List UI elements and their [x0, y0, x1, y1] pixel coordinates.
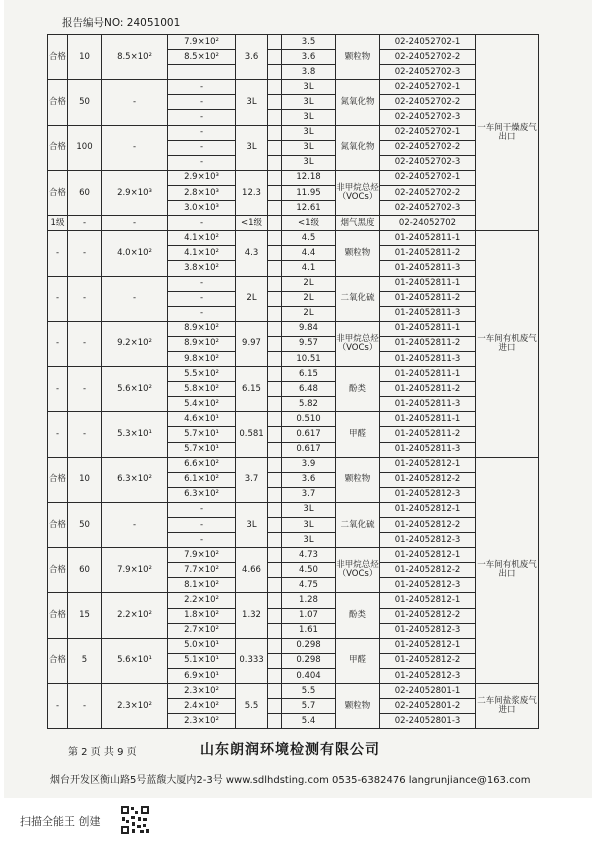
cell-gap — [268, 125, 282, 140]
cell-limit: 5 — [68, 638, 102, 683]
cell-gap — [268, 502, 282, 517]
cell-gap — [268, 276, 282, 291]
cell-rate: - — [168, 306, 236, 321]
cell-rate-avg: 7.9×10² — [102, 548, 168, 593]
cell-rate-avg: 8.5×10² — [102, 35, 168, 80]
cell-conc-avg: 3L — [236, 502, 268, 547]
cell-gap — [268, 336, 282, 351]
cell-gap — [268, 80, 282, 95]
cell-item: 氮氧化物 — [336, 125, 380, 170]
cell-gap — [268, 351, 282, 366]
cell-rate: - — [168, 110, 236, 125]
table-row — [48, 548, 539, 563]
table-row — [48, 684, 539, 699]
cell-judgement: - — [48, 412, 68, 457]
cell-rate-avg: - — [102, 276, 168, 321]
cell-sample-id: 02-24052702-3 — [380, 155, 476, 170]
cell-gap — [268, 623, 282, 638]
table-row — [48, 412, 539, 427]
cell-judgement: - — [48, 321, 68, 366]
table-row — [48, 638, 539, 653]
cell-gap — [268, 170, 282, 185]
cell-item: 非甲烷总烃（VOCs） — [336, 170, 380, 215]
cell-item: 非甲烷总烃（VOCs） — [336, 321, 380, 366]
cell-rate: 6.1×10² — [168, 472, 236, 487]
company-name: 山东朗润环境检测有限公司 — [200, 742, 380, 758]
cell-conc-avg: 4.66 — [236, 548, 268, 593]
cell-rate-avg: 2.9×10³ — [102, 170, 168, 215]
cell-sample-id: 01-24052812-3 — [380, 487, 476, 502]
cell-sample-id: 01-24052811-2 — [380, 246, 476, 261]
cell-limit: - — [68, 321, 102, 366]
cell-rate-avg: - — [102, 80, 168, 125]
cell-rate: - — [168, 276, 236, 291]
cell-rate: - — [168, 291, 236, 306]
cell-sample-id: 01-24052812-3 — [380, 578, 476, 593]
cell-conc: 3L — [282, 518, 336, 533]
cell-gap — [268, 653, 282, 668]
cell-limit: - — [68, 367, 102, 412]
cell-conc-avg: 12.3 — [236, 170, 268, 215]
cell-gap — [268, 291, 282, 306]
table-row — [48, 276, 539, 291]
table-row — [48, 35, 539, 50]
table-row — [48, 80, 539, 95]
cell-location: 二车间盐浆废气进口 — [476, 684, 539, 729]
table-row — [48, 321, 539, 336]
cell-rate-avg: 5.6×10¹ — [102, 638, 168, 683]
cell-gap — [268, 367, 282, 382]
cell-conc-avg: 3L — [236, 80, 268, 125]
table-row — [48, 502, 539, 517]
cell-item: 酚类 — [336, 593, 380, 638]
table-row — [48, 216, 539, 231]
cell-sample-id: 01-24052812-2 — [380, 608, 476, 623]
cell-sample-id: 02-24052702 — [380, 216, 476, 231]
cell-conc-avg: 3.7 — [236, 457, 268, 502]
cell-rate: 2.3×10² — [168, 714, 236, 729]
cell-conc: 2L — [282, 306, 336, 321]
cell-conc-avg: 0.581 — [236, 412, 268, 457]
cell-sample-id: 01-24052811-1 — [380, 276, 476, 291]
cell-rate: 4.6×10¹ — [168, 412, 236, 427]
cell-rate: 9.8×10² — [168, 351, 236, 366]
cell-rate: 2.7×10² — [168, 623, 236, 638]
cell-rate-avg: - — [102, 125, 168, 170]
table-row — [48, 170, 539, 185]
cell-rate: 6.3×10² — [168, 487, 236, 502]
table-row — [48, 231, 539, 246]
cell-sample-id: 01-24052811-1 — [380, 321, 476, 336]
cell-rate: - — [168, 125, 236, 140]
cell-gap — [268, 684, 282, 699]
company-contact: 烟台开发区衡山路5号蓝馥大厦内2-3号 www.sdlhdsting.com 0535-6382476 langrunjiance@163.com — [50, 775, 531, 786]
cell-rate: - — [168, 502, 236, 517]
cell-judgement: 合格 — [48, 125, 68, 170]
page-number: 第 2 页 共 9 页 — [68, 747, 137, 758]
cell-rate-avg: 4.0×10² — [102, 231, 168, 276]
cell-gap — [268, 457, 282, 472]
cell-limit: 10 — [68, 457, 102, 502]
cell-gap — [268, 563, 282, 578]
cell-conc: 3L — [282, 80, 336, 95]
cell-limit: - — [68, 216, 102, 231]
cell-rate: 5.4×10² — [168, 397, 236, 412]
cell-conc: 3.7 — [282, 487, 336, 502]
cell-sample-id: 01-24052811-1 — [380, 367, 476, 382]
cell-conc: 6.48 — [282, 382, 336, 397]
cell-gap — [268, 472, 282, 487]
cell-conc: 3.5 — [282, 35, 336, 50]
cell-gap — [268, 155, 282, 170]
cell-limit: - — [68, 684, 102, 729]
cell-rate-avg: 2.3×10² — [102, 684, 168, 729]
cell-conc: 6.15 — [282, 367, 336, 382]
cell-rate-avg: - — [102, 216, 168, 231]
cell-rate-avg: 5.6×10² — [102, 367, 168, 412]
cell-judgement: 合格 — [48, 548, 68, 593]
cell-gap — [268, 321, 282, 336]
cell-sample-id: 02-24052702-2 — [380, 50, 476, 65]
cell-conc: 0.298 — [282, 653, 336, 668]
cell-conc-avg: 9.97 — [236, 321, 268, 366]
qr-code-icon — [120, 805, 150, 835]
cell-sample-id: 01-24052811-3 — [380, 261, 476, 276]
cell-conc: 10.51 — [282, 351, 336, 366]
cell-rate: 8.5×10² — [168, 50, 236, 65]
table-row — [48, 457, 539, 472]
cell-conc: 2L — [282, 291, 336, 306]
cell-rate: 4.1×10² — [168, 231, 236, 246]
cell-rate: 7.9×10² — [168, 35, 236, 50]
cell-sample-id: 01-24052811-2 — [380, 427, 476, 442]
cell-rate: 5.5×10² — [168, 367, 236, 382]
cell-conc: 9.57 — [282, 336, 336, 351]
results-table — [47, 34, 539, 729]
cell-sample-id: 01-24052811-1 — [380, 231, 476, 246]
cell-gap — [268, 714, 282, 729]
cell-sample-id: 01-24052812-1 — [380, 457, 476, 472]
cell-gap — [268, 201, 282, 216]
cell-gap — [268, 140, 282, 155]
cell-item: 非甲烷总烃（VOCs） — [336, 548, 380, 593]
table-row — [48, 125, 539, 140]
cell-gap — [268, 95, 282, 110]
cell-item: 烟气黑度 — [336, 216, 380, 231]
cell-conc: 12.61 — [282, 201, 336, 216]
cell-rate: 6.9×10¹ — [168, 668, 236, 683]
cell-rate: 8.9×10² — [168, 321, 236, 336]
cell-judgement: 合格 — [48, 80, 68, 125]
cell-rate: 5.0×10¹ — [168, 638, 236, 653]
cell-conc: 4.50 — [282, 563, 336, 578]
cell-rate: 1.8×10² — [168, 608, 236, 623]
cell-conc: 4.5 — [282, 231, 336, 246]
cell-item: 颗粒物 — [336, 684, 380, 729]
cell-conc: 3L — [282, 125, 336, 140]
cell-conc-avg: 3.6 — [236, 35, 268, 80]
cell-gap — [268, 35, 282, 50]
cell-sample-id: 01-24052812-3 — [380, 623, 476, 638]
cell-sample-id: 01-24052812-3 — [380, 668, 476, 683]
cell-gap — [268, 216, 282, 231]
cell-rate: - — [168, 80, 236, 95]
cell-conc-avg: 3L — [236, 125, 268, 170]
cell-conc: 0.617 — [282, 427, 336, 442]
cell-gap — [268, 608, 282, 623]
cell-sample-id: 01-24052811-3 — [380, 351, 476, 366]
cell-limit: 60 — [68, 170, 102, 215]
cell-gap — [268, 412, 282, 427]
cell-conc: 3.9 — [282, 457, 336, 472]
cell-rate — [168, 65, 236, 80]
cell-sample-id: 01-24052811-2 — [380, 336, 476, 351]
cell-gap — [268, 487, 282, 502]
cell-conc: 3L — [282, 533, 336, 548]
cell-sample-id: 01-24052812-1 — [380, 548, 476, 563]
cell-rate: 8.9×10² — [168, 336, 236, 351]
cell-conc: 9.84 — [282, 321, 336, 336]
cell-sample-id: 01-24052812-1 — [380, 638, 476, 653]
report-number: 报告编号NO: 24051001 — [62, 17, 181, 29]
results-table-body — [48, 35, 539, 729]
cell-rate: 3.8×10² — [168, 261, 236, 276]
cell-rate: 8.1×10² — [168, 578, 236, 593]
cell-rate: 5.1×10¹ — [168, 653, 236, 668]
cell-conc: 1.61 — [282, 623, 336, 638]
cell-rate-avg: 5.3×10¹ — [102, 412, 168, 457]
cell-sample-id: 02-24052702-2 — [380, 95, 476, 110]
cell-judgement: 合格 — [48, 593, 68, 638]
cell-gap — [268, 578, 282, 593]
cell-conc: 1.28 — [282, 593, 336, 608]
cell-sample-id: 02-24052702-1 — [380, 80, 476, 95]
cell-conc: 3L — [282, 140, 336, 155]
cell-sample-id: 01-24052811-3 — [380, 442, 476, 457]
cell-item: 二氧化硫 — [336, 276, 380, 321]
cell-rate: - — [168, 533, 236, 548]
cell-conc: 4.1 — [282, 261, 336, 276]
cell-rate: 3.0×10³ — [168, 201, 236, 216]
cell-rate-avg: 9.2×10² — [102, 321, 168, 366]
cell-rate: 5.7×10¹ — [168, 442, 236, 457]
cell-limit: 50 — [68, 80, 102, 125]
cell-judgement: 合格 — [48, 502, 68, 547]
cell-limit: 50 — [68, 502, 102, 547]
cell-gap — [268, 427, 282, 442]
cell-gap — [268, 110, 282, 125]
cell-judgement: 1级 — [48, 216, 68, 231]
cell-conc: 0.510 — [282, 412, 336, 427]
cell-conc-avg: 6.15 — [236, 367, 268, 412]
cell-conc: 3L — [282, 155, 336, 170]
cell-sample-id: 01-24052811-3 — [380, 306, 476, 321]
cell-sample-id: 01-24052811-2 — [380, 291, 476, 306]
cell-sample-id: 01-24052812-2 — [380, 653, 476, 668]
cell-sample-id: 02-24052702-2 — [380, 185, 476, 200]
cell-rate-avg: - — [102, 502, 168, 547]
cell-rate: 2.4×10² — [168, 699, 236, 714]
cell-conc: <1级 — [282, 216, 336, 231]
cell-limit: 100 — [68, 125, 102, 170]
cell-rate: 7.9×10² — [168, 548, 236, 563]
cell-rate: - — [168, 95, 236, 110]
cell-gap — [268, 533, 282, 548]
cell-gap — [268, 231, 282, 246]
cell-judgement: - — [48, 684, 68, 729]
cell-sample-id: 01-24052812-2 — [380, 563, 476, 578]
cell-conc-avg: 0.333 — [236, 638, 268, 683]
cell-rate: 5.7×10¹ — [168, 427, 236, 442]
cell-conc: 4.75 — [282, 578, 336, 593]
cell-item: 酚类 — [336, 367, 380, 412]
cell-gap — [268, 668, 282, 683]
cell-conc: 12.18 — [282, 170, 336, 185]
cell-conc-avg: 5.5 — [236, 684, 268, 729]
cell-rate: 2.3×10² — [168, 684, 236, 699]
cell-rate: 6.6×10² — [168, 457, 236, 472]
cell-conc-avg: <1级 — [236, 216, 268, 231]
cell-judgement: - — [48, 367, 68, 412]
cell-conc: 11.95 — [282, 185, 336, 200]
cell-conc: 5.5 — [282, 684, 336, 699]
cell-conc: 5.82 — [282, 397, 336, 412]
cell-rate: 7.7×10² — [168, 563, 236, 578]
cell-limit: 10 — [68, 35, 102, 80]
cell-sample-id: 02-24052702-1 — [380, 125, 476, 140]
cell-item: 颗粒物 — [336, 457, 380, 502]
cell-limit: - — [68, 231, 102, 276]
table-row — [48, 593, 539, 608]
cell-rate: - — [168, 155, 236, 170]
cell-judgement: 合格 — [48, 170, 68, 215]
cell-judgement: - — [48, 231, 68, 276]
cell-gap — [268, 548, 282, 563]
cell-gap — [268, 382, 282, 397]
cell-rate: - — [168, 518, 236, 533]
cell-gap — [268, 185, 282, 200]
cell-conc: 4.4 — [282, 246, 336, 261]
cell-sample-id: 01-24052811-3 — [380, 397, 476, 412]
cell-sample-id: 01-24052812-1 — [380, 593, 476, 608]
cell-gap — [268, 699, 282, 714]
cell-sample-id: 01-24052811-2 — [380, 382, 476, 397]
cell-gap — [268, 397, 282, 412]
cell-sample-id: 01-24052812-3 — [380, 533, 476, 548]
cell-rate: - — [168, 140, 236, 155]
table-row — [48, 367, 539, 382]
cell-gap — [268, 246, 282, 261]
cell-gap — [268, 442, 282, 457]
cell-conc-avg: 2L — [236, 276, 268, 321]
cell-judgement: 合格 — [48, 35, 68, 80]
cell-conc: 2L — [282, 276, 336, 291]
cell-conc-avg: 1.32 — [236, 593, 268, 638]
cell-conc-avg: 4.3 — [236, 231, 268, 276]
cell-rate-avg: 2.2×10² — [102, 593, 168, 638]
cell-sample-id: 02-24052702-1 — [380, 170, 476, 185]
cell-sample-id: 02-24052801-1 — [380, 684, 476, 699]
cell-sample-id: 02-24052702-1 — [380, 35, 476, 50]
cell-item: 氮氧化物 — [336, 80, 380, 125]
cell-conc: 3L — [282, 502, 336, 517]
cell-judgement: 合格 — [48, 638, 68, 683]
cell-rate: 2.8×10³ — [168, 185, 236, 200]
cell-sample-id: 02-24052801-3 — [380, 714, 476, 729]
cell-item: 二氧化硫 — [336, 502, 380, 547]
cell-conc: 5.7 — [282, 699, 336, 714]
cell-item: 甲醛 — [336, 638, 380, 683]
cell-conc: 1.07 — [282, 608, 336, 623]
cell-sample-id: 02-24052702-3 — [380, 201, 476, 216]
scanner-watermark: 扫描全能王 创建 — [20, 815, 101, 828]
cell-conc: 0.617 — [282, 442, 336, 457]
cell-gap — [268, 593, 282, 608]
cell-gap — [268, 50, 282, 65]
cell-gap — [268, 306, 282, 321]
cell-conc: 3L — [282, 95, 336, 110]
cell-judgement: 合格 — [48, 457, 68, 502]
cell-limit: 60 — [68, 548, 102, 593]
cell-gap — [268, 261, 282, 276]
cell-limit: - — [68, 412, 102, 457]
cell-conc: 5.4 — [282, 714, 336, 729]
cell-rate: 2.2×10² — [168, 593, 236, 608]
cell-conc: 3.8 — [282, 65, 336, 80]
cell-location: 一车间干燥废气出口 — [476, 35, 539, 231]
cell-rate: - — [168, 216, 236, 231]
cell-sample-id: 02-24052801-2 — [380, 699, 476, 714]
cell-conc: 4.73 — [282, 548, 336, 563]
cell-conc: 0.404 — [282, 668, 336, 683]
cell-sample-id: 01-24052811-1 — [380, 412, 476, 427]
cell-rate: 4.1×10² — [168, 246, 236, 261]
cell-rate: 5.8×10² — [168, 382, 236, 397]
cell-judgement: - — [48, 276, 68, 321]
cell-sample-id: 01-24052812-1 — [380, 502, 476, 517]
cell-gap — [268, 518, 282, 533]
cell-sample-id: 02-24052702-2 — [380, 140, 476, 155]
cell-item: 甲醛 — [336, 412, 380, 457]
cell-rate-avg: 6.3×10² — [102, 457, 168, 502]
cell-conc: 3.6 — [282, 50, 336, 65]
cell-conc: 3.6 — [282, 472, 336, 487]
cell-conc: 0.298 — [282, 638, 336, 653]
cell-location: 一车间有机废气出口 — [476, 457, 539, 683]
cell-conc: 3L — [282, 110, 336, 125]
cell-limit: 15 — [68, 593, 102, 638]
cell-sample-id: 02-24052702-3 — [380, 110, 476, 125]
cell-location: 一车间有机废气进口 — [476, 231, 539, 457]
cell-gap — [268, 638, 282, 653]
cell-sample-id: 01-24052812-2 — [380, 472, 476, 487]
cell-limit: - — [68, 276, 102, 321]
cell-sample-id: 02-24052702-3 — [380, 65, 476, 80]
cell-rate: 2.9×10³ — [168, 170, 236, 185]
cell-sample-id: 01-24052812-2 — [380, 518, 476, 533]
cell-item: 颗粒物 — [336, 231, 380, 276]
cell-item: 颗粒物 — [336, 35, 380, 80]
cell-gap — [268, 65, 282, 80]
